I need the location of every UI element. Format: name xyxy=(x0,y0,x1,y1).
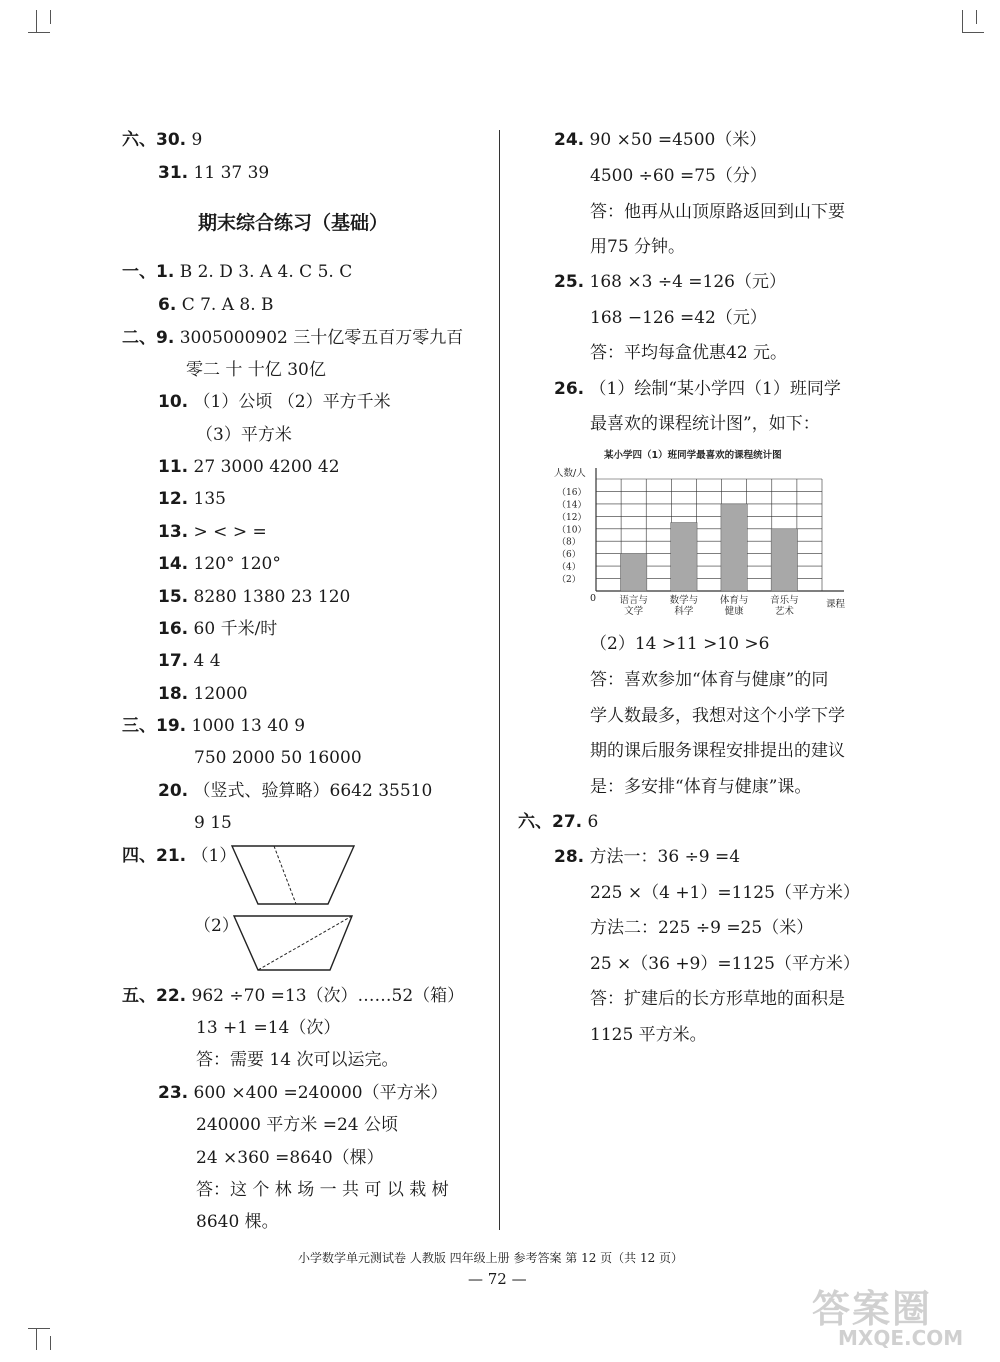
answer-line xyxy=(194,750,362,767)
answer-text: （竖式、验算略）6642 35510 xyxy=(193,781,433,801)
answer-line xyxy=(158,394,391,411)
question-number: 6. xyxy=(158,295,177,315)
answer-text: 方法二：225 ÷9 =25（米） xyxy=(590,918,814,938)
answer-text: 11 37 39 xyxy=(193,163,270,183)
chart-y-tick-label: （8） xyxy=(557,537,581,548)
answer-line xyxy=(590,920,813,937)
question-number: 四、21. xyxy=(122,846,187,866)
question-number: 24. xyxy=(554,130,585,150)
chart-bar xyxy=(721,504,747,591)
watermark-url: MXQE.COM xyxy=(838,1326,964,1350)
answer-text: 4500 ÷60 =75（分） xyxy=(590,166,767,186)
chart-bars xyxy=(620,504,797,591)
question-number: 31. xyxy=(158,163,189,183)
question-number: 六、30. xyxy=(122,130,187,150)
chart-y-ticks xyxy=(557,487,586,585)
answer-line xyxy=(590,991,845,1008)
chart-y-tick-label: （16） xyxy=(557,487,587,498)
answer-text: 12000 xyxy=(193,684,248,704)
answer-text: 是：多安排“体育与健康”课。 xyxy=(590,777,812,797)
question-number: 一、1. xyxy=(122,262,175,282)
crop-mark-top-right-h xyxy=(962,32,984,33)
chart-y-tick-label: （2） xyxy=(557,575,581,586)
answer-line xyxy=(158,491,226,508)
answer-text: （2） xyxy=(194,916,239,936)
chart-origin-label: 0 xyxy=(590,593,597,604)
answer-text: 答：他再从山顶原路返回到山下要 xyxy=(590,202,845,222)
answer-line xyxy=(554,849,740,866)
answer-text: 8280 1380 23 120 xyxy=(193,587,351,607)
chart-x-tick-label: 语言与 xyxy=(619,595,648,606)
answer-text: 750 2000 50 16000 xyxy=(194,748,362,768)
chart-x-axis-label: 课程 xyxy=(826,599,846,610)
answer-text: 方法一：36 ÷9 =4 xyxy=(589,847,741,867)
answer-text: 240000 平方米 =24 公顷 xyxy=(196,1115,398,1135)
answer-text: 168 −126 =42（元） xyxy=(590,308,767,328)
answer-line xyxy=(122,848,236,865)
crop-mark-top-left-h xyxy=(28,32,50,33)
answer-text: 答：喜欢参加“体育与健康”的同 xyxy=(590,670,829,690)
answer-line xyxy=(590,708,845,725)
crop-mark-top-right xyxy=(962,10,963,32)
answer-line xyxy=(196,1182,449,1199)
answer-line xyxy=(186,362,326,379)
answer-text: 13 +1 =14（次） xyxy=(196,1018,341,1038)
answer-text: B 2. D 3. A 4. C 5. C xyxy=(179,262,353,282)
answer-text: 答：扩建后的长方形草地的面积是 xyxy=(590,989,845,1009)
answer-line xyxy=(196,427,292,444)
answer-text: 答：这 个 林 场 一 共 可 以 栽 树 xyxy=(196,1180,449,1200)
answer-text: 225 ×（4 +1）=1125（平方米） xyxy=(590,883,860,903)
answer-line xyxy=(590,636,769,653)
question-number: 25. xyxy=(554,272,585,292)
chart-x-tick-label: 艺术 xyxy=(774,606,794,617)
question-number: 23. xyxy=(158,1083,189,1103)
answer-line xyxy=(158,524,267,541)
question-number: 16. xyxy=(158,619,189,639)
question-number: 15. xyxy=(158,587,189,607)
chart-y-tick-label: （6） xyxy=(557,550,581,561)
answer-line xyxy=(158,653,221,670)
answer-line xyxy=(590,239,685,256)
crop-mark-top-left xyxy=(36,10,37,32)
answer-text: （1） xyxy=(191,846,237,866)
answer-text: （1）公顷 （2）平方千米 xyxy=(193,392,391,412)
crop-mark-top-left-2 xyxy=(50,10,51,24)
chart-x-tick-label: 科学 xyxy=(674,606,694,617)
question-number: 18. xyxy=(158,684,189,704)
answer-text: 1000 13 40 9 xyxy=(191,716,306,736)
chart-bar xyxy=(671,523,697,591)
answer-line xyxy=(196,1150,384,1167)
answer-line xyxy=(158,297,274,314)
answer-line xyxy=(194,815,232,832)
answer-text: 27 3000 4200 42 xyxy=(193,457,340,477)
answer-text: 期的课后服务课程安排提出的建议 xyxy=(590,741,845,761)
answer-line xyxy=(122,132,202,149)
chart-x-tick-label: 体育与 xyxy=(719,595,749,606)
column-divider xyxy=(499,130,500,1230)
answer-text: 最喜欢的课程统计图”，如下： xyxy=(590,414,820,434)
page-number: — 72 — xyxy=(468,1270,527,1288)
question-number: 26. xyxy=(554,379,585,399)
answer-text: 600 ×400 =240000（平方米） xyxy=(193,1083,448,1103)
answer-line xyxy=(554,274,786,291)
question-number: 三、19. xyxy=(122,716,187,736)
answer-text: 答：平均每盒优惠42 元。 xyxy=(590,343,788,363)
chart-x-ticks xyxy=(619,594,798,617)
answer-text: 答：需要 14 次可以运完。 xyxy=(196,1050,399,1070)
chart-x-tick-label: 音乐与 xyxy=(770,595,799,606)
answer-line xyxy=(122,330,463,347)
answer-text: 4 4 xyxy=(193,651,221,671)
answer-line xyxy=(590,416,820,433)
answer-line xyxy=(122,264,352,281)
chart-bar xyxy=(771,529,797,591)
crop-mark-top-right-2 xyxy=(976,10,977,24)
answer-line xyxy=(158,1085,448,1102)
answer-text: 135 xyxy=(193,489,226,509)
crop-mark-bottom-left-h xyxy=(28,1328,50,1329)
answer-line xyxy=(590,956,860,973)
chart-y-tick-label: （4） xyxy=(557,562,581,573)
chart-y-axis-label: 人数/人 xyxy=(554,468,586,479)
answer-text: （3）平方米 xyxy=(196,425,292,445)
answer-line xyxy=(122,718,305,735)
answer-text: 1125 平方米。 xyxy=(590,1025,707,1045)
answer-line xyxy=(590,672,828,689)
chart-bar xyxy=(620,554,646,591)
question-number: 14. xyxy=(158,554,189,574)
section-title: 期末综合练习（基础） xyxy=(198,212,389,234)
question-number: 20. xyxy=(158,781,189,801)
answer-text: 9 xyxy=(191,130,203,150)
answer-line xyxy=(590,168,767,185)
chart-y-tick-label: （14） xyxy=(557,500,587,511)
answer-text: （1）绘制“某小学四（1）班同学 xyxy=(589,379,841,399)
watermark-logo: 答案圈 xyxy=(812,1287,933,1331)
answer-line xyxy=(196,1214,279,1231)
answer-line xyxy=(590,779,811,796)
course-bar-chart xyxy=(554,446,854,626)
answer-text: > < > = xyxy=(193,522,267,542)
page-footer: 小学数学单元测试卷 人教版 四年级上册 参考答案 第 12 页（共 12 页） xyxy=(298,1251,684,1265)
answer-line xyxy=(590,1027,707,1044)
chart-x-tick-label: 健康 xyxy=(724,606,744,617)
chart-y-tick-label: （12） xyxy=(557,512,587,523)
answer-line xyxy=(196,1117,398,1134)
answer-line xyxy=(518,814,598,831)
trapezoid-figure-1 xyxy=(228,842,358,910)
chart-title: 某小学四（1）班同学最喜欢的课程统计图 xyxy=(604,450,782,461)
answer-line xyxy=(122,988,464,1005)
answer-line xyxy=(158,783,432,800)
answer-line xyxy=(590,885,860,902)
question-number: 11. xyxy=(158,457,189,477)
answer-line xyxy=(158,589,350,606)
question-number: 12. xyxy=(158,489,189,509)
chart-x-tick-label: 文学 xyxy=(624,606,644,617)
answer-line xyxy=(590,345,787,362)
answer-text: 24 ×360 =8640（棵） xyxy=(196,1148,384,1168)
answer-text: 120° 120° xyxy=(193,554,281,574)
answer-text: 零二 十 十亿 30亿 xyxy=(186,360,326,380)
chart-y-tick-label: （10） xyxy=(557,525,587,536)
question-number: 二、9. xyxy=(122,328,175,348)
answer-text: （2）14 >11 >10 >6 xyxy=(590,634,770,654)
question-number: 28. xyxy=(554,847,585,867)
answer-text: 用75 分钟。 xyxy=(590,237,686,257)
answer-line xyxy=(554,132,766,149)
answer-line xyxy=(158,556,281,573)
crop-mark-bottom-left xyxy=(36,1328,37,1350)
answer-text: C 7. A 8. B xyxy=(181,295,274,315)
answer-text: 6 xyxy=(587,812,599,832)
answer-text: 90 ×50 =4500（米） xyxy=(589,130,767,150)
answer-line xyxy=(158,621,277,638)
answer-text: 8640 棵。 xyxy=(196,1212,279,1232)
answer-line xyxy=(590,743,845,760)
answer-text: 60 千米/时 xyxy=(193,619,278,639)
answer-line xyxy=(158,686,248,703)
answer-line xyxy=(158,459,340,476)
answer-text: 168 ×3 ÷4 =126（元） xyxy=(589,272,787,292)
answer-line xyxy=(196,1020,340,1037)
trapezoid-figure-2 xyxy=(228,910,358,976)
crop-mark-bottom-left-2 xyxy=(50,1336,51,1350)
answer-line xyxy=(196,1052,398,1069)
answer-text: 9 15 xyxy=(194,813,232,833)
question-number: 13. xyxy=(158,522,189,542)
chart-x-tick-label: 数学与 xyxy=(669,595,699,606)
question-number: 17. xyxy=(158,651,189,671)
answer-line xyxy=(590,310,767,327)
answer-text: 学人数最多，我想对这个小学下学 xyxy=(590,706,845,726)
question-number: 10. xyxy=(158,392,189,412)
answer-line xyxy=(590,204,845,221)
question-number: 六、27. xyxy=(518,812,583,832)
answer-line xyxy=(158,165,269,182)
answer-line xyxy=(554,381,841,398)
answer-text: 962 ÷70 =13（次）……52（箱） xyxy=(191,986,465,1006)
answer-text: 25 ×（36 +9）=1125（平方米） xyxy=(590,954,860,974)
answer-text: 3005000902 三十亿零五百万零九百 xyxy=(179,328,464,348)
question-number: 五、22. xyxy=(122,986,187,1006)
